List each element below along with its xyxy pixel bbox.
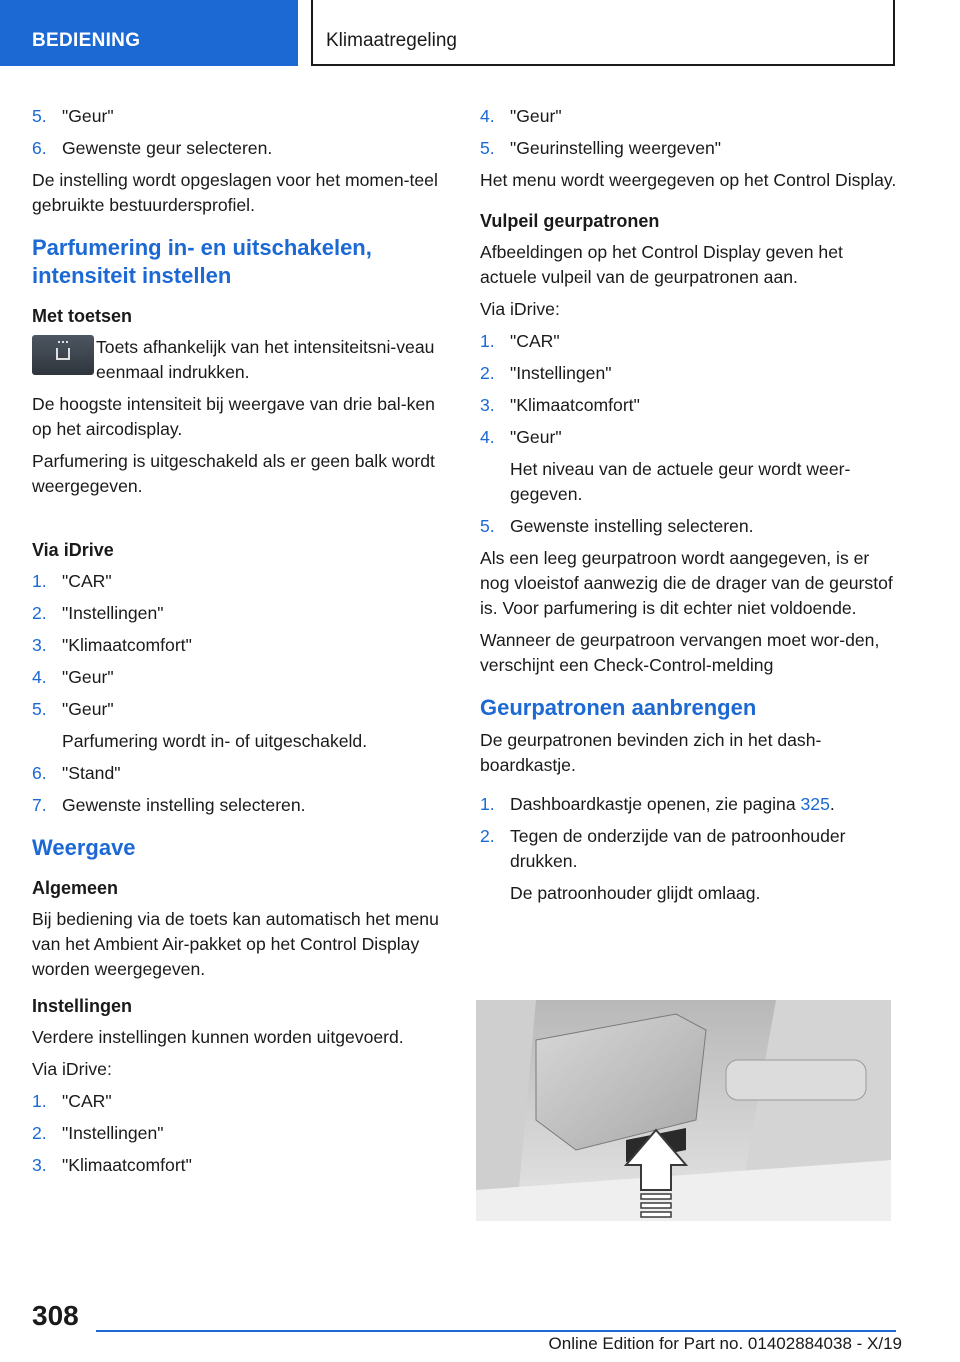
list-item bbox=[480, 792, 900, 817]
list-note: Het niveau van de actuele geur wordt weer-gegeven. bbox=[510, 459, 851, 504]
list-number: 1. bbox=[480, 794, 495, 814]
list-number: 7. bbox=[32, 795, 47, 815]
list-number: 3. bbox=[480, 395, 495, 415]
key-instruction bbox=[32, 335, 452, 385]
subheading-algemeen: Algemeen bbox=[32, 878, 119, 898]
list-number: 3. bbox=[32, 635, 47, 655]
section-label: BEDIENING bbox=[32, 30, 141, 51]
list-text: "CAR" bbox=[510, 331, 560, 351]
key-text: Toets afhankelijk van het intensiteitsni-veau eenmaal indrukken. bbox=[96, 337, 435, 382]
page-link[interactable]: 325 bbox=[800, 794, 830, 814]
list-item bbox=[480, 329, 900, 354]
chapter-box bbox=[311, 0, 895, 66]
list-item bbox=[480, 136, 900, 161]
list-item bbox=[32, 601, 452, 626]
list-item bbox=[480, 393, 900, 418]
list-text: "CAR" bbox=[62, 571, 112, 591]
list-item bbox=[32, 1153, 452, 1178]
list-number: 2. bbox=[480, 363, 495, 383]
list-text: "Geurinstelling weergeven" bbox=[510, 138, 722, 158]
chapter-title: Klimaatregeling bbox=[326, 30, 457, 51]
list-text: "Geur" bbox=[510, 427, 562, 447]
list-item bbox=[480, 824, 900, 874]
paragraph: Verdere instellingen kunnen worden uitgevoerd. bbox=[32, 1027, 404, 1047]
section-tab bbox=[0, 0, 298, 66]
list-item bbox=[32, 569, 452, 594]
page-number: 308 bbox=[32, 1300, 79, 1331]
list-text: Dashboardkastje openen, zie pagina bbox=[510, 794, 801, 814]
list-number: 3. bbox=[32, 1155, 47, 1175]
list-item bbox=[32, 665, 452, 690]
paragraph: Als een leeg geurpatroon wordt aangegeven, is er nog vloeistof aanwezig die de drager van de geurstof is. Voor parfumering is dit echter niet voldoende. bbox=[480, 548, 893, 618]
list-text: "Stand" bbox=[62, 763, 121, 783]
list-text: "Instellingen" bbox=[62, 1123, 164, 1143]
paragraph: Bij bediening via de toets kan automatisch het menu van het Ambient Air-pakket op het Control Display worden weergegeven. bbox=[32, 909, 439, 979]
subheading-vulpeil: Vulpeil geurpatronen bbox=[480, 211, 660, 231]
list-item bbox=[32, 104, 452, 129]
list-text: "Geur" bbox=[62, 667, 114, 687]
list-text: "Klimaatcomfort" bbox=[62, 635, 192, 655]
paragraph: Het menu wordt weergegeven op het Control Display. bbox=[480, 170, 897, 190]
list-number: 4. bbox=[480, 106, 495, 126]
glovebox-photo bbox=[476, 1000, 891, 1221]
glovebox-illustration bbox=[476, 1000, 891, 1221]
list-note: Parfumering wordt in- of uitgeschakeld. bbox=[62, 731, 368, 751]
list-text: Gewenste geur selecteren. bbox=[62, 138, 273, 158]
list-number: 1. bbox=[32, 571, 47, 591]
list-item bbox=[480, 514, 900, 539]
list-text-end: . bbox=[829, 794, 835, 814]
heading-weergave: Weergave bbox=[32, 835, 136, 860]
list-text: "Geur" bbox=[62, 699, 114, 719]
key-glyph bbox=[56, 348, 70, 360]
footer-divider bbox=[96, 1330, 896, 1332]
list-number: 2. bbox=[32, 603, 47, 623]
subheading-via-idrive: Via iDrive bbox=[32, 540, 114, 560]
paragraph: De geurpatronen bevinden zich in het dash-boardkastje. bbox=[480, 730, 822, 775]
list-text: "Geur" bbox=[62, 106, 114, 126]
list-number: 1. bbox=[480, 331, 495, 351]
list-text: "CAR" bbox=[62, 1091, 112, 1111]
list-item bbox=[32, 633, 452, 658]
list-text: Gewenste instelling selecteren. bbox=[510, 516, 754, 536]
list-text: Tegen de onderzijde van de patroonhouder drukken. bbox=[510, 826, 846, 871]
left-column bbox=[32, 104, 452, 1185]
list-note: De patroonhouder glijdt omlaag. bbox=[510, 883, 761, 903]
list-item bbox=[32, 697, 452, 722]
list-item bbox=[32, 761, 452, 786]
list-item bbox=[32, 1089, 452, 1114]
paragraph: Parfumering is uitgeschakeld als er geen balk wordt weergegeven. bbox=[32, 451, 435, 496]
list-item bbox=[32, 136, 452, 161]
list-number: 6. bbox=[32, 138, 47, 158]
paragraph: Via iDrive: bbox=[32, 1059, 112, 1079]
edition-note: Online Edition for Part no. 01402884038 - X/19 bbox=[548, 1334, 902, 1353]
list-text: "Instellingen" bbox=[62, 603, 164, 623]
list-number: 4. bbox=[32, 667, 47, 687]
paragraph: Afbeeldingen op het Control Display geven het actuele vulpeil van de geurpatronen aan. bbox=[480, 242, 843, 287]
list-text: "Klimaatcomfort" bbox=[62, 1155, 192, 1175]
heading-aanbrengen: Geurpatronen aanbrengen bbox=[480, 695, 757, 720]
paragraph: Via iDrive: bbox=[480, 299, 560, 319]
paragraph: De hoogste intensiteit bij weergave van drie bal-ken op het aircodisplay. bbox=[32, 394, 435, 439]
list-number: 5. bbox=[32, 106, 47, 126]
paragraph: Wanneer de geurpatroon vervangen moet wor-den, verschijnt een Check-Control-melding bbox=[480, 630, 880, 675]
list-item bbox=[480, 361, 900, 386]
subheading-instellingen: Instellingen bbox=[32, 996, 133, 1016]
list-item bbox=[480, 425, 900, 450]
list-text: Gewenste instelling selecteren. bbox=[62, 795, 306, 815]
list-number: 2. bbox=[32, 1123, 47, 1143]
paragraph: De instelling wordt opgeslagen voor het momen-teel gebruikte bestuurdersprofiel. bbox=[32, 170, 438, 215]
list-number: 5. bbox=[480, 138, 495, 158]
list-number: 1. bbox=[32, 1091, 47, 1111]
list-number: 5. bbox=[480, 516, 495, 536]
right-column bbox=[480, 104, 900, 913]
spacer bbox=[32, 506, 452, 526]
key-dots bbox=[58, 341, 68, 345]
list-text: "Klimaatcomfort" bbox=[510, 395, 640, 415]
list-number: 2. bbox=[480, 826, 495, 846]
list-number: 4. bbox=[480, 427, 495, 447]
subheading-met-toetsen: Met toetsen bbox=[32, 306, 133, 326]
fragrance-key-icon bbox=[32, 335, 94, 375]
list-text: "Geur" bbox=[510, 106, 562, 126]
list-number: 5. bbox=[32, 699, 47, 719]
list-item bbox=[480, 104, 900, 129]
heading-parfumering: Parfumering in- en uitschakelen, intensiteit instellen bbox=[32, 235, 372, 288]
list-text: "Instellingen" bbox=[510, 363, 612, 383]
list-item bbox=[32, 793, 452, 818]
page-header bbox=[0, 0, 960, 66]
list-item bbox=[32, 1121, 452, 1146]
list-number: 6. bbox=[32, 763, 47, 783]
